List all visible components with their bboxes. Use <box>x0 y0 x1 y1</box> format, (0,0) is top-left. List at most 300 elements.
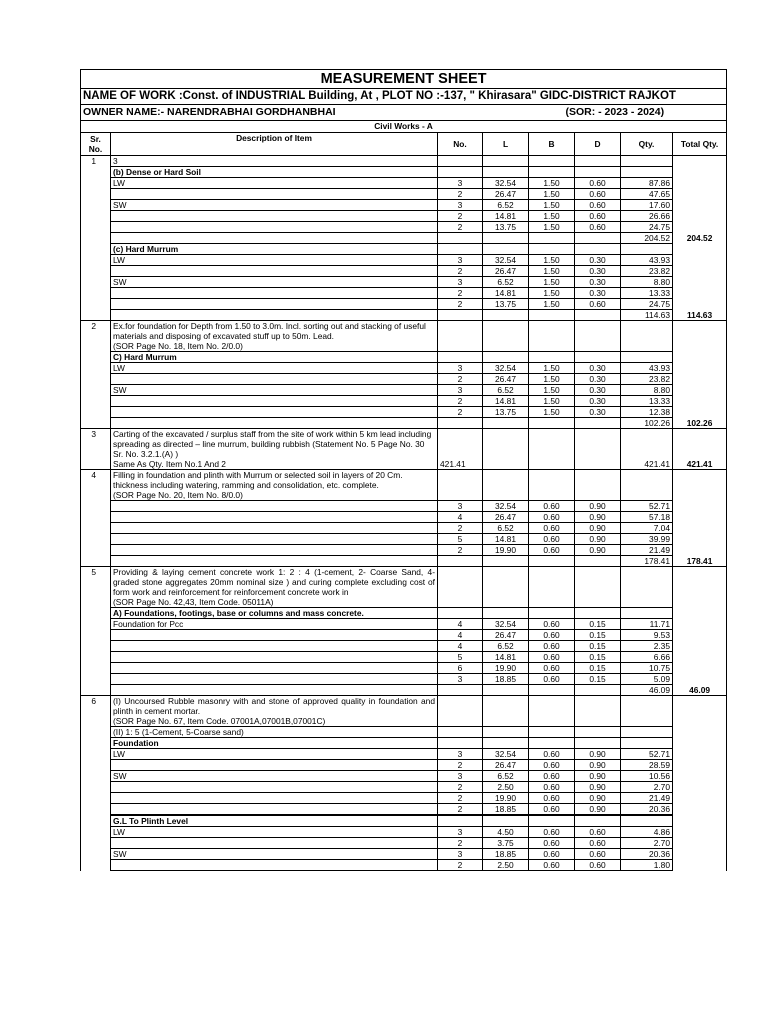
table-row <box>81 838 727 849</box>
cell-description: SW <box>111 771 438 782</box>
cell-description <box>111 782 438 793</box>
cell-description <box>111 512 438 523</box>
cell-depth: 0.90 <box>575 523 621 534</box>
cell-depth <box>575 156 621 167</box>
cell-length: 18.85 <box>483 804 529 815</box>
cell-breadth <box>529 816 575 827</box>
cell-length <box>483 597 529 608</box>
cell-length: 6.52 <box>483 200 529 211</box>
table-row <box>81 793 727 804</box>
cell-total-qty <box>673 512 727 523</box>
cell-no: 2 <box>438 804 483 815</box>
cell-depth <box>575 310 621 321</box>
table-row <box>81 374 727 385</box>
cell-qty <box>621 490 673 501</box>
cell-sr-no <box>81 782 111 793</box>
cell-qty: 57.18 <box>621 512 673 523</box>
col-header-description: Description of Item <box>111 133 438 156</box>
cell-total-qty <box>673 827 727 838</box>
table-row <box>81 407 727 418</box>
cell-sr-no <box>81 363 111 374</box>
cell-qty: 114.63 <box>621 310 673 321</box>
cell-qty: 13.33 <box>621 288 673 299</box>
cell-description <box>111 674 438 685</box>
cell-breadth <box>529 696 575 717</box>
cell-total-qty <box>673 782 727 793</box>
cell-no: 2 <box>438 838 483 849</box>
cell-total-qty <box>673 838 727 849</box>
cell-total-qty <box>673 804 727 815</box>
cell-depth: 0.90 <box>575 793 621 804</box>
table-row <box>81 749 727 760</box>
cell-qty <box>621 816 673 827</box>
cell-length <box>483 167 529 178</box>
cell-breadth: 0.60 <box>529 838 575 849</box>
cell-no: 2 <box>438 545 483 556</box>
cell-length <box>483 233 529 244</box>
cell-total-qty: 114.63 <box>673 310 727 321</box>
table-row <box>81 556 727 567</box>
cell-total-qty <box>673 567 727 598</box>
col-header-sr: Sr. No. <box>81 133 111 156</box>
cell-length <box>483 567 529 598</box>
cell-qty: 21.49 <box>621 793 673 804</box>
table-row <box>81 299 727 310</box>
cell-qty <box>621 727 673 738</box>
cell-sr-no <box>81 459 111 470</box>
cell-breadth: 1.50 <box>529 396 575 407</box>
cell-breadth <box>529 685 575 696</box>
cell-sr-no <box>81 200 111 211</box>
cell-total-qty <box>673 597 727 608</box>
cell-sr-no <box>81 244 111 255</box>
page-title: MEASUREMENT SHEET <box>81 70 727 89</box>
cell-breadth <box>529 608 575 619</box>
cell-sr-no <box>81 816 111 827</box>
cell-length: 32.54 <box>483 178 529 189</box>
table-row <box>81 321 727 342</box>
table-row <box>81 211 727 222</box>
cell-no: 3 <box>438 255 483 266</box>
cell-total-qty <box>673 716 727 727</box>
cell-length <box>483 156 529 167</box>
cell-qty: 52.71 <box>621 749 673 760</box>
cell-sr-no <box>81 222 111 233</box>
cell-qty: 4.86 <box>621 827 673 838</box>
cell-total-qty: 421.41 <box>673 459 727 470</box>
cell-sr-no <box>81 534 111 545</box>
cell-depth <box>575 244 621 255</box>
cell-total-qty <box>673 490 727 501</box>
cell-description: Carting of the excavated / surplus staff from the site of work within 5 km lead including spreading as directed – line murrum, building rubbish (Statement No. 5 Page No. 30 Sr. No. 3.2.1.(A) ) <box>111 429 438 460</box>
cell-total-qty <box>673 771 727 782</box>
cell-qty: 10.56 <box>621 771 673 782</box>
cell-breadth: 0.60 <box>529 501 575 512</box>
cell-length: 32.54 <box>483 619 529 630</box>
cell-length: 4.50 <box>483 827 529 838</box>
cell-total-qty <box>673 167 727 178</box>
cell-length: 6.52 <box>483 771 529 782</box>
cell-qty: 12.38 <box>621 407 673 418</box>
cell-no: 3 <box>438 178 483 189</box>
col-header-l: L <box>483 133 529 156</box>
cell-sr-no <box>81 630 111 641</box>
cell-qty: 24.75 <box>621 222 673 233</box>
cell-qty: 26.66 <box>621 211 673 222</box>
cell-total-qty <box>673 288 727 299</box>
cell-sr-no <box>81 501 111 512</box>
cell-description <box>111 396 438 407</box>
table-row <box>81 816 727 827</box>
cell-length: 6.52 <box>483 641 529 652</box>
cell-total-qty <box>673 630 727 641</box>
cell-qty: 28.59 <box>621 760 673 771</box>
cell-length: 26.47 <box>483 512 529 523</box>
cell-no <box>438 727 483 738</box>
table-row <box>81 266 727 277</box>
cell-description: LW <box>111 827 438 838</box>
cell-total-qty <box>673 738 727 749</box>
cell-total-qty <box>673 266 727 277</box>
cell-qty: 1.80 <box>621 860 673 871</box>
cell-depth: 0.15 <box>575 630 621 641</box>
cell-total-qty <box>673 200 727 211</box>
table-row <box>81 608 727 619</box>
cell-sr-no <box>81 556 111 567</box>
measurement-sheet-table <box>80 69 727 871</box>
cell-no: 2 <box>438 222 483 233</box>
cell-sr-no <box>81 167 111 178</box>
cell-sr-no <box>81 490 111 501</box>
cell-description <box>111 374 438 385</box>
cell-total-qty <box>673 619 727 630</box>
cell-description: Ex.for foundation for Depth from 1.50 to 3.0m. Incl. sorting out and stacking of useful materials and disposing of excavated stuff up to 50m. Lead. <box>111 321 438 342</box>
cell-total-qty <box>673 385 727 396</box>
cell-no <box>438 816 483 827</box>
table-row <box>81 167 727 178</box>
cell-sr-no: 3 <box>81 429 111 460</box>
cell-breadth: 1.50 <box>529 211 575 222</box>
cell-no: 2 <box>438 211 483 222</box>
cell-total-qty <box>673 523 727 534</box>
cell-length <box>483 685 529 696</box>
cell-breadth <box>529 310 575 321</box>
cell-no: 6 <box>438 663 483 674</box>
cell-breadth <box>529 490 575 501</box>
cell-qty: 8.80 <box>621 277 673 288</box>
cell-depth: 0.30 <box>575 407 621 418</box>
cell-no <box>438 167 483 178</box>
col-header-qty: Qty. <box>621 133 673 156</box>
cell-description <box>111 233 438 244</box>
cell-qty: 7.04 <box>621 523 673 534</box>
cell-total-qty <box>673 860 727 871</box>
cell-length: 14.81 <box>483 652 529 663</box>
cell-length: 14.81 <box>483 396 529 407</box>
table-row <box>81 244 727 255</box>
table-row <box>81 771 727 782</box>
cell-description: C) Hard Murrum <box>111 352 438 363</box>
cell-description <box>111 299 438 310</box>
cell-length: 26.47 <box>483 630 529 641</box>
cell-length: 2.50 <box>483 860 529 871</box>
cell-description <box>111 793 438 804</box>
cell-breadth <box>529 341 575 352</box>
cell-breadth: 0.60 <box>529 827 575 838</box>
cell-qty <box>621 244 673 255</box>
cell-breadth: 0.60 <box>529 771 575 782</box>
cell-description: Filling in foundation and plinth with Murrum or selected soil in layers of 20 Cm. thickness including watering, ramming and consolidation, etc. complete. <box>111 470 438 491</box>
table-row <box>81 233 727 244</box>
cell-depth <box>575 685 621 696</box>
cell-depth: 0.60 <box>575 299 621 310</box>
cell-depth <box>575 321 621 342</box>
cell-qty: 2.35 <box>621 641 673 652</box>
cell-qty: 23.82 <box>621 266 673 277</box>
cell-description <box>111 685 438 696</box>
cell-total-qty <box>673 470 727 491</box>
cell-description <box>111 501 438 512</box>
cell-qty: 43.93 <box>621 363 673 374</box>
cell-no <box>438 429 483 460</box>
cell-length: 26.47 <box>483 266 529 277</box>
table-row <box>81 760 727 771</box>
cell-length <box>483 418 529 429</box>
cell-length: 19.90 <box>483 793 529 804</box>
cell-sr-no <box>81 738 111 749</box>
name-of-work: NAME OF WORK :Const. of INDUSTRIAL Building, At , PLOT NO :-137, " Khirasara" GIDC-DISTRICT RAJKOT <box>81 89 727 105</box>
cell-sr-no: 5 <box>81 567 111 598</box>
cell-breadth: 0.60 <box>529 782 575 793</box>
cell-sr-no <box>81 523 111 534</box>
cell-breadth: 1.50 <box>529 374 575 385</box>
cell-total-qty <box>673 641 727 652</box>
column-header-row <box>81 133 727 156</box>
cell-qty: 24.75 <box>621 299 673 310</box>
cell-qty <box>621 696 673 717</box>
cell-sr-no <box>81 771 111 782</box>
cell-sr-no <box>81 793 111 804</box>
cell-breadth <box>529 470 575 491</box>
cell-total-qty <box>673 396 727 407</box>
cell-total-qty <box>673 545 727 556</box>
table-row <box>81 738 727 749</box>
cell-no <box>438 470 483 491</box>
cell-depth <box>575 341 621 352</box>
cell-sr-no <box>81 608 111 619</box>
cell-no <box>438 341 483 352</box>
table-row <box>81 363 727 374</box>
cell-length: 13.75 <box>483 407 529 418</box>
cell-sr-no <box>81 838 111 849</box>
cell-description <box>111 288 438 299</box>
cell-no: 3 <box>438 674 483 685</box>
cell-total-qty <box>673 407 727 418</box>
cell-sr-no <box>81 352 111 363</box>
cell-sr-no <box>81 189 111 200</box>
cell-breadth <box>529 567 575 598</box>
cell-length: 32.54 <box>483 255 529 266</box>
cell-length: 13.75 <box>483 299 529 310</box>
cell-no <box>438 738 483 749</box>
cell-description: (SOR Page No. 18, Item No. 2/0.0) <box>111 341 438 352</box>
cell-total-qty <box>673 374 727 385</box>
cell-qty <box>621 321 673 342</box>
cell-length: 6.52 <box>483 277 529 288</box>
cell-depth: 0.60 <box>575 189 621 200</box>
cell-no: 4 <box>438 619 483 630</box>
table-row <box>81 288 727 299</box>
cell-length: 26.47 <box>483 760 529 771</box>
cell-length <box>483 816 529 827</box>
table-row <box>81 674 727 685</box>
cell-sr-no: 6 <box>81 696 111 717</box>
table-row <box>81 567 727 598</box>
cell-breadth <box>529 556 575 567</box>
cell-breadth: 1.50 <box>529 299 575 310</box>
cell-no: 2 <box>438 860 483 871</box>
cell-no <box>438 156 483 167</box>
cell-total-qty <box>673 749 727 760</box>
cell-depth <box>575 429 621 460</box>
cell-length: 13.75 <box>483 222 529 233</box>
cell-sr-no <box>81 211 111 222</box>
cell-qty: 39.99 <box>621 534 673 545</box>
cell-breadth: 0.60 <box>529 663 575 674</box>
cell-length: 18.85 <box>483 849 529 860</box>
table-row <box>81 630 727 641</box>
cell-breadth: 1.50 <box>529 189 575 200</box>
cell-no <box>438 310 483 321</box>
cell-no: 2 <box>438 288 483 299</box>
cell-qty: 5.09 <box>621 674 673 685</box>
cell-breadth: 0.60 <box>529 641 575 652</box>
cell-qty: 8.80 <box>621 385 673 396</box>
table-row <box>81 860 727 871</box>
cell-description <box>111 523 438 534</box>
cell-depth: 0.90 <box>575 512 621 523</box>
cell-length <box>483 738 529 749</box>
cell-no: 2 <box>438 266 483 277</box>
cell-breadth: 1.50 <box>529 222 575 233</box>
cell-total-qty <box>673 429 727 460</box>
cell-breadth: 1.50 <box>529 288 575 299</box>
table-row <box>81 545 727 556</box>
cell-length: 14.81 <box>483 288 529 299</box>
cell-qty: 11.71 <box>621 619 673 630</box>
cell-breadth: 0.60 <box>529 630 575 641</box>
cell-depth: 0.60 <box>575 838 621 849</box>
cell-description <box>111 211 438 222</box>
cell-total-qty <box>673 352 727 363</box>
cell-description: (b) Dense or Hard Soil <box>111 167 438 178</box>
table-row <box>81 501 727 512</box>
cell-description: Providing & laying cement concrete work 1: 2 : 4 (1-cement, 2- Coarse Sand, 4- graded stone aggregates 20mm nominal size ) and curing complete excluding cost of form work and reinforcement for reinforcement concrete work in <box>111 567 438 598</box>
cell-no: 3 <box>438 849 483 860</box>
cell-qty: 2.70 <box>621 782 673 793</box>
cell-breadth: 1.50 <box>529 363 575 374</box>
cell-length: 2.50 <box>483 782 529 793</box>
table-row <box>81 619 727 630</box>
cell-total-qty: 204.52 <box>673 233 727 244</box>
col-header-total-qty: Total Qty. <box>673 133 727 156</box>
owner-row <box>81 105 727 121</box>
cell-total-qty <box>673 663 727 674</box>
cell-no: 2 <box>438 793 483 804</box>
cell-length <box>483 352 529 363</box>
cell-depth <box>575 567 621 598</box>
cell-description <box>111 534 438 545</box>
cell-description <box>111 407 438 418</box>
cell-no: 2 <box>438 396 483 407</box>
cell-sr-no: 1 <box>81 156 111 167</box>
cell-sr-no <box>81 277 111 288</box>
table-row <box>81 652 727 663</box>
sor-year: (SOR: - 2023 - 2024) <box>565 106 665 118</box>
cell-length: 26.47 <box>483 374 529 385</box>
table-row <box>81 641 727 652</box>
cell-total-qty <box>673 244 727 255</box>
cell-length: 6.52 <box>483 523 529 534</box>
cell-total-qty <box>673 608 727 619</box>
cell-qty: 43.93 <box>621 255 673 266</box>
cell-description: 3 <box>111 156 438 167</box>
cell-breadth <box>529 233 575 244</box>
cell-no <box>438 244 483 255</box>
cell-sr-no <box>81 685 111 696</box>
cell-description <box>111 652 438 663</box>
cell-sr-no <box>81 374 111 385</box>
cell-description: (SOR Page No. 20, Item No. 8/0.0) <box>111 490 438 501</box>
cell-description: LW <box>111 749 438 760</box>
cell-qty: 87.86 <box>621 178 673 189</box>
cell-no: 2 <box>438 374 483 385</box>
cell-length <box>483 429 529 460</box>
cell-qty <box>621 716 673 727</box>
cell-sr-no <box>81 849 111 860</box>
cell-sr-no <box>81 545 111 556</box>
cell-qty <box>621 597 673 608</box>
table-row <box>81 200 727 211</box>
table-row <box>81 827 727 838</box>
cell-sr-no <box>81 804 111 815</box>
cell-length <box>483 727 529 738</box>
cell-qty: 17.60 <box>621 200 673 211</box>
cell-total-qty <box>673 211 727 222</box>
cell-depth: 0.30 <box>575 374 621 385</box>
table-row <box>81 222 727 233</box>
cell-breadth <box>529 418 575 429</box>
cell-description <box>111 418 438 429</box>
cell-breadth <box>529 459 575 470</box>
cell-depth: 0.30 <box>575 363 621 374</box>
cell-description: LW <box>111 363 438 374</box>
cell-length <box>483 244 529 255</box>
cell-no: 3 <box>438 385 483 396</box>
table-row <box>81 189 727 200</box>
cell-length <box>483 321 529 342</box>
cell-total-qty <box>673 727 727 738</box>
cell-description: LW <box>111 255 438 266</box>
cell-length: 14.81 <box>483 211 529 222</box>
cell-no: 3 <box>438 749 483 760</box>
cell-sr-no <box>81 512 111 523</box>
cell-no: 3 <box>438 363 483 374</box>
cell-no <box>438 418 483 429</box>
cell-depth: 0.90 <box>575 749 621 760</box>
cell-sr-no <box>81 341 111 352</box>
cell-no: 3 <box>438 501 483 512</box>
